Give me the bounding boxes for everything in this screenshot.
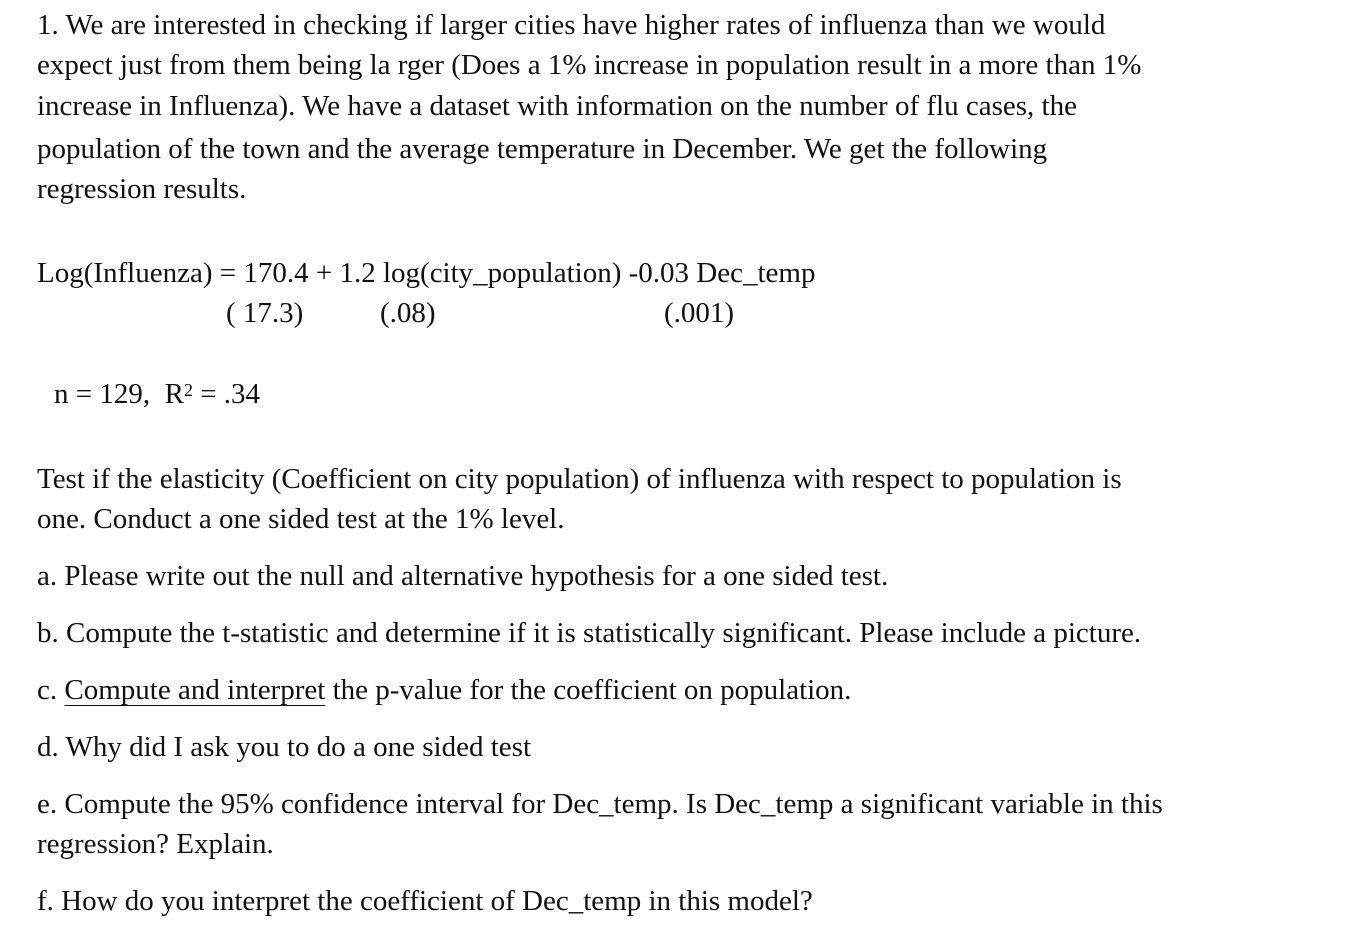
- regression-stats: [54, 377, 260, 411]
- test-line-1: Test if the elasticity (Coefficient on city population) of influenza with respect to population is: [37, 463, 1122, 495]
- intro-line-2: expect just from them being la rger (Does a 1% increase in population result in a more than 1%: [37, 49, 1142, 81]
- se-intercept: ( 17.3): [226, 297, 304, 329]
- question-a: a. Please write out the null and alternative hypothesis for a one sided test.: [37, 560, 889, 592]
- question-f: f. How do you interpret the coefficient of Dec_temp in this model?: [37, 885, 813, 917]
- intro-line-5: regression results.: [37, 173, 247, 205]
- se-temp: (.001): [664, 297, 735, 329]
- question-c-underlined: Compute and interpret: [64, 674, 326, 706]
- sample-size: n = 129,: [54, 378, 151, 410]
- se-population: (.08): [380, 297, 436, 329]
- test-line-2: one. Conduct a one sided test at the 1% level.: [37, 503, 565, 535]
- r-squared-label: R: [164, 378, 184, 410]
- question-b: b. Compute the t-statistic and determine if it is statistically significant. Please include a picture.: [37, 617, 1142, 649]
- r-squared-exponent: 2: [183, 380, 193, 400]
- intro-line-4: population of the town and the average temperature in December. We get the following: [37, 133, 1048, 165]
- question-d: d. Why did I ask you to do a one sided test: [37, 731, 532, 763]
- r-squared-value: = .34: [192, 378, 261, 410]
- question-c-prefix: c.: [37, 674, 65, 706]
- question-c: [37, 673, 851, 707]
- question-e-line-1: e. Compute the 95% confidence interval for Dec_temp. Is Dec_temp a significant variable in this: [37, 788, 1163, 820]
- intro-line-3: increase in Influenza). We have a dataset with information on the number of flu cases, the: [37, 90, 1077, 122]
- question-e-line-2: regression? Explain.: [37, 828, 274, 860]
- regression-equation: Log(Influenza) = 170.4 + 1.2 log(city_population) -0.03 Dec_temp: [37, 257, 816, 289]
- question-c-rest: the p-value for the coefficient on population.: [325, 674, 852, 706]
- intro-line-1: 1. We are interested in checking if larger cities have higher rates of influenza than we would: [37, 9, 1106, 41]
